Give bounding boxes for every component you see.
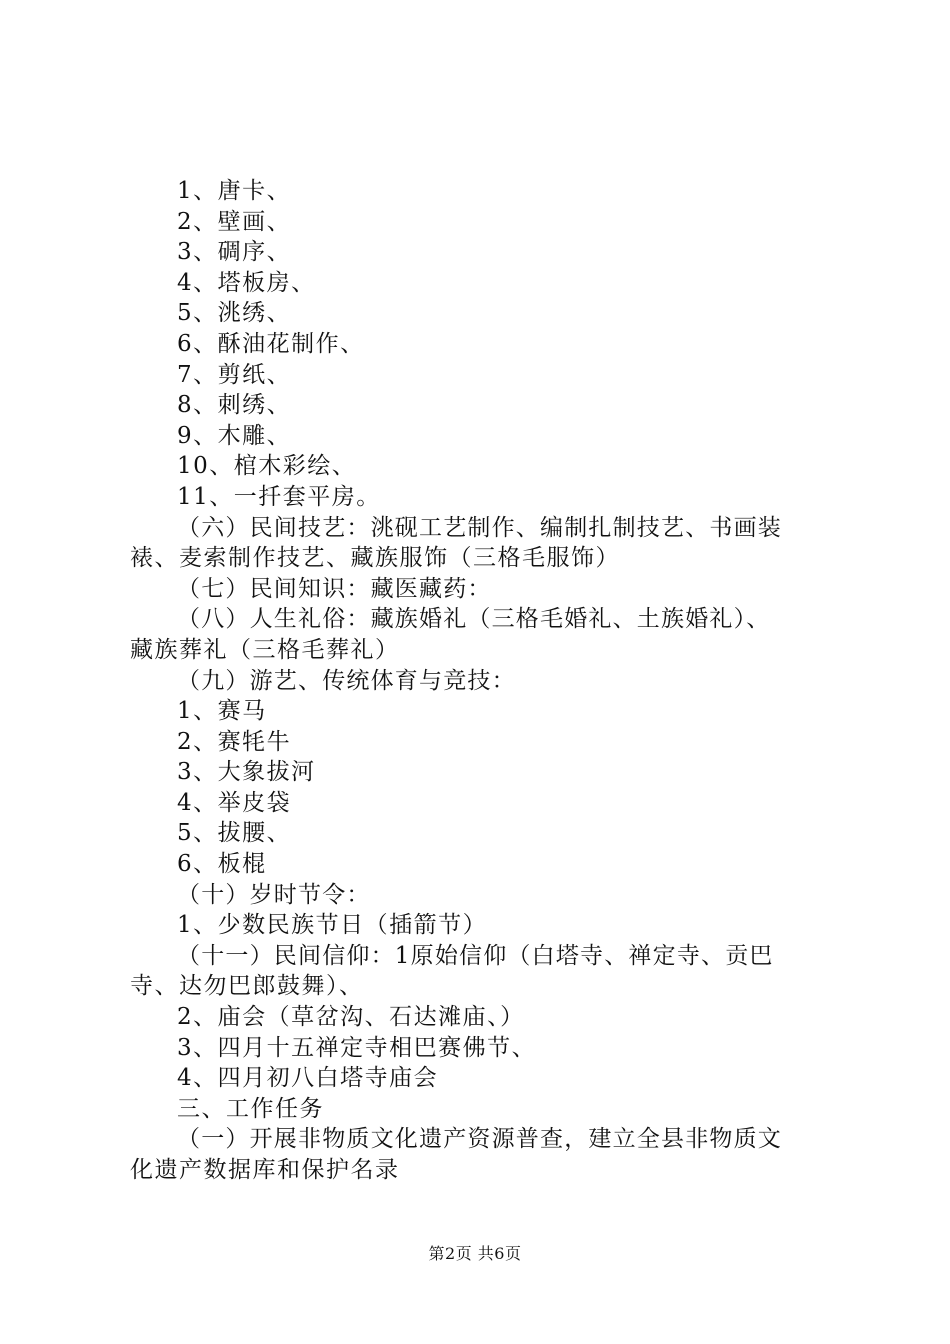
list-item: 3、四月十五禅定寺相巴赛佛节、	[177, 1034, 537, 1061]
list-item: 1、少数民族节日（插箭节）	[177, 912, 488, 939]
paragraph-continuation: 化遗产数据库和保护名录	[130, 1157, 400, 1183]
section-paragraph: （六）民间技艺：洮砚工艺制作、编制扎制技艺、书画装	[177, 514, 782, 541]
section-paragraph: （十一）民间信仰：1原始信仰（白塔寺、禅定寺、贡巴	[177, 942, 774, 969]
section-paragraph: （七）民间知识：藏医藏药：	[177, 575, 492, 602]
document-body	[130, 176, 830, 1186]
section-paragraph: （十）岁时节令：	[177, 881, 371, 908]
list-item: 11、一扦套平房。	[177, 483, 381, 510]
paragraph-continuation: 寺、达勿巴郎鼓舞）、	[130, 973, 364, 1000]
page-number-footer: 第2页 共6页	[428, 1244, 522, 1263]
list-item: 8、刺绣、	[177, 392, 292, 419]
list-item: 4、塔板房、	[177, 269, 316, 296]
section-paragraph: （一）开展非物质文化遗产资源普查，建立全县非物质文	[177, 1126, 782, 1153]
list-item: 5、拔腰、	[177, 820, 292, 847]
list-item: 6、板棍	[177, 851, 267, 878]
list-item: 4、四月初八白塔寺庙会	[177, 1065, 439, 1092]
section-heading: 三、工作任务	[177, 1095, 324, 1122]
list-item: 10、棺木彩绘、	[177, 453, 357, 480]
list-item: 5、洮绣、	[177, 300, 292, 327]
list-item: 4、举皮袋	[177, 789, 292, 816]
list-item: 1、赛马	[177, 698, 267, 725]
list-item: 7、剪纸、	[177, 361, 292, 388]
list-item: 6、酥油花制作、	[177, 330, 365, 357]
list-item: 2、赛牦牛	[177, 728, 292, 755]
section-paragraph: （九）游艺、传统体育与竞技：	[177, 667, 516, 694]
list-item: 3、碉序、	[177, 239, 292, 266]
section-paragraph: （八）人生礼俗：藏族婚礼（三格毛婚礼、土族婚礼）、	[177, 606, 771, 633]
list-item: 1、唐卡、	[177, 178, 292, 204]
list-item: 2、庙会（草岔沟、石达滩庙、）	[177, 1004, 525, 1031]
list-item: 9、木雕、	[177, 422, 292, 449]
paragraph-continuation: 裱、麦索制作技艺、藏族服饰（三格毛服饰）	[130, 545, 620, 572]
list-item: 3、大象拔河	[177, 759, 316, 786]
paragraph-continuation: 藏族葬礼（三格毛葬礼）	[130, 636, 400, 663]
list-item: 2、壁画、	[177, 208, 292, 235]
